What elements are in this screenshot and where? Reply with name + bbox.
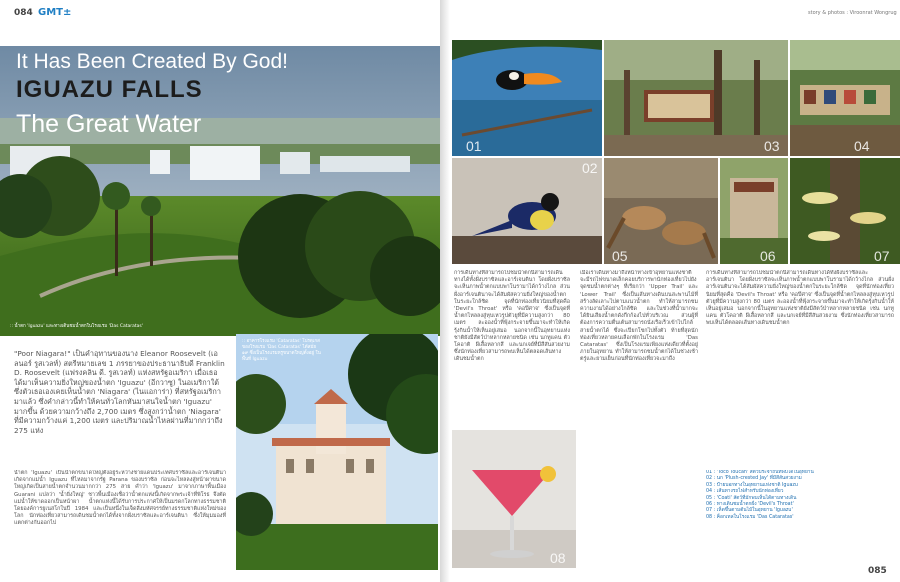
photo-05-coati xyxy=(604,158,718,264)
photo-number-01: 01 xyxy=(466,138,482,154)
article-title-tagline: It Has Been Created By God! xyxy=(16,50,288,73)
caption-item: 02 : นก 'Plush-crested Jay' ที่มีสีสันสวยงาม xyxy=(706,476,802,482)
photo-07-fungus xyxy=(790,158,900,264)
train-visitors-image xyxy=(790,40,900,156)
cocktail-image xyxy=(452,430,576,568)
photo-number-04: 04 xyxy=(854,138,870,154)
right-column-2-text: เมื่อเราเดินทางมาถึงหน้าทางเข้าอุทยานแห่งชาติ จะมีรถไฟขนาดเล็กคอยบริการพานักท่องเที่ยวไปยังจุดชมน้ำตกต่างๆ ที่เรียกว่า 'Upper Trail' และ 'Lower Trail' ซึ่งเป็นเส้นทางเดินบนสะพานไม้ที่สร้างลัดเลาะไปตามแนวน้ำตก ทำให้สามารถชมความงามได้อย่างใกล้ชิด และในช่วงที่น้ำมากจะได้ยินเสียงน้ำตกดังกึกก้องไปทั่วบริเวณ ส่วนผู้ที่ต้องการความตื่นเต้นสามารถนั่งเรือเร็วเข้าไปใกล้สายน้ำตกได้ ซึ่งจะเปียกโชกไปทั้งตัว ท้ายที่สุดนักท่องเที่ยวหลายคนเลือกพักในโรงแรม 'Das Cataratas' ซึ่งเป็นโรงแรมเพียงแห่งเดียวที่ตั้งอยู่ภายในอุทยาน ทำให้สามารถชมน้ำตกได้ในช่วงเช้าตรู่และยามเย็นก่อนที่นักท่องเที่ยวจะมาถึง xyxy=(580,270,698,363)
photo-02-jay xyxy=(452,158,602,264)
page-spine xyxy=(440,0,450,582)
photo-06-walkway xyxy=(720,158,788,264)
photo-number-08: 08 xyxy=(550,550,566,566)
photo-number-03: 03 xyxy=(764,138,780,154)
photo-03-signpost xyxy=(604,40,788,156)
story-credit: story & photos : Viroonrat Wongrug xyxy=(808,10,897,16)
caption-item: 03 : ป้ายบอกทางในอุทยานแห่งชาติ Iguazu xyxy=(706,482,798,488)
caption-item: 01 : 'Toco Toucan' สัตว์ประจำถิ่นที่พบได้ในอุทยาน xyxy=(706,470,814,475)
hotel-building-image xyxy=(236,334,438,570)
right-column-3-text xyxy=(706,270,894,466)
hotel-photo-caption: :: อาคารโรงแรม 'Cataratas' โปรตุเกส ของโรงแรม 'Das Cataratas' ได้สมัย ๑๙ ซึ่งเป็นโรงแรมหรูขนาดใหญ่ตั้งอยู่ ในพื้นที่ Iguazu xyxy=(242,339,321,362)
caption-item: 04 : เส้นทางรถไฟสำหรับนักท่องเที่ยว xyxy=(706,489,784,495)
magazine-brand: GMT± xyxy=(38,7,72,18)
photo-04-train xyxy=(790,40,900,156)
photo-01-toucan xyxy=(452,40,602,156)
col3-paragraph: การเดินทางที่สามารถไปชมน้ำตกนี้สามารถเดินทางได้ทั้งฝั่งบราซิลและอาร์เจนตินา โดยฝั่งบราซิลจะเห็นภาพน้ำตกแบบพาโนรามาได้กว้างไกล ส่วนฝั่งอาร์เจนตินาจะได้สัมผัสความยิ่งใหญ่ของน้ำตกในระยะใกล้ชิด จุดที่นักท่องเที่ยวนิยมที่สุดคือ 'Devil's Throat' หรือ 'คอปีศาจ' ซึ่งเป็นจุดที่น้ำตกไหลลงสู่หุบเหวรูปตัวยูที่มีความสูงกว่า 80 เมตร ละอองน้ำที่ฟุ้งกระจายขึ้นมาจะทำให้เกิดรุ้งกินน้ำให้เห็นอยู่เสมอ นอกจากนี้ในอุทยานแห่งชาติยังมีสัตว์ป่าหลากหลายชนิด เช่น นกทูแคน ตัวโคอาติ ผีเสื้อหลากสี และนกเจย์ที่มีสีสันสวยงาม ซึ่งนักท่องเที่ยวสามารถพบเห็นได้ตลอดเส้นทางเดินชมน้ำตก xyxy=(706,270,894,327)
left-body-paragraph: น้ำตก 'Iguazu' เป็นน้ำตกขนาดใหญ่ตั้งอยู่ระหว่างชายแดนประเทศบราซิลและอาร์เจนตินา เกิดจากแม่น้ำ Iguazu ที่ไหลมาจากรัฐ Parana ของบราซิล ก่อนจะไหลลงสู่หน้าผาขนาดใหญ่เกิดเป็นสายน้ำตกจำนวนมากกว่า 275 สาย คำว่า 'Iguazu' มาจากภาษาพื้นเมือง Guarani แปลว่า 'น้ำยิ่งใหญ่' ชาวพื้นเมืองเชื่อว่าน้ำตกแห่งนี้เกิดจากพระเจ้าที่พิโรธ จึงตัดแม่น้ำให้ขาดออกเป็นหน้าผา น้ำตกแห่งนี้ได้รับการประกาศให้เป็นมรดกโลกทางธรรมชาติโดยองค์การยูเนสโกในปี 1984 และเป็นหนึ่งในเจ็ดสิ่งมหัศจรรย์ทางธรรมชาติแห่งใหม่ของโลก นักท่องเที่ยวสามารถเดินชมน้ำตกได้ทั้งจากฝั่งบราซิลและอาร์เจนตินา ซึ่งให้มุมมองที่แตกต่างกันออกไป xyxy=(14,470,226,527)
page-number-right: 085 xyxy=(868,566,887,576)
caption-item: 07 : เห็ดขึ้นตามต้นไม้ในอุทยาน 'Iguazu' xyxy=(706,508,793,514)
hero-photo-caption: :: น้ำตก 'Iguazu' และทางเดินชมน้ำตกในโรงแรม 'Das Cataratas' xyxy=(10,324,144,329)
hotel-das-cataratas-photo xyxy=(236,334,438,570)
photo-number-06: 06 xyxy=(760,248,776,264)
photo-number-05: 05 xyxy=(612,248,628,264)
photo-08-cocktail xyxy=(452,430,576,568)
page-number-left: 084 xyxy=(14,8,33,18)
caption-item: 05 : 'Coati' สัตว์ที่มักพบเห็นได้ตามทางเดิน xyxy=(706,495,797,501)
sign-trail-image xyxy=(604,40,788,156)
lead-paragraph: "Poor Niagara!" เป็นคำอุทานของนาง Eleanor Roosevelt (เอลนอร์ รูสเวลท์) สตรีหมายเลข 1 ภรรยาของประธานาธิบดี Franklin D. Roosevelt (แฟรงคลิน ดี. รูสเวลท์) แห่งสหรัฐอเมริกา เมื่อเธอได้มาเห็นความยิ่งใหญ่ของน้ำตก 'Iguazu' (อีกวาซู) ในอเมริกาใต้ซึ่งตัวเธอเองเคยเห็นน้ำตก 'Niagara' (ไนแอการ่า) ที่สหรัฐอเมริกามาแล้ว ซึ่งคำกล่าวนี้ทำให้คนทั่วโลกหันมาสนใจน้ำตก 'Iguazu' มากขึ้น ด้วยความกว้างถึง 2,700 เมตร ซึ่งสูงกว่าน้ำตก 'Niagara' ที่มีความกว้างแค่ 1,200 เมตร และปริมาณน้ำไหลผ่านที่มากกว่าถึง 275 แห่ง xyxy=(14,349,225,435)
jay-bird-image xyxy=(452,158,602,264)
photo-number-07: 07 xyxy=(874,248,890,264)
photo-number-02: 02 xyxy=(582,160,598,176)
article-title-main: IGUAZU FALLS xyxy=(16,76,203,103)
walkway-image xyxy=(720,158,788,264)
right-column-1-text: การเดินทางที่สามารถไปชมน้ำตกนี้สามารถเดินทางได้ทั้งฝั่งบราซิลและอาร์เจนตินา โดยฝั่งบราซิลจะเห็นภาพน้ำตกแบบพาโนรามาได้กว้างไกล ส่วนฝั่งอาร์เจนตินาจะได้สัมผัสความยิ่งใหญ่ของน้ำตกในระยะใกล้ชิด จุดที่นักท่องเที่ยวนิยมที่สุดคือ 'Devil's Throat' หรือ 'คอปีศาจ' ซึ่งเป็นจุดที่น้ำตกไหลลงสู่หุบเหวรูปตัวยูที่มีความสูงกว่า 80 เมตร ละอองน้ำที่ฟุ้งกระจายขึ้นมาจะทำให้เกิดรุ้งกินน้ำให้เห็นอยู่เสมอ นอกจากนี้ในอุทยานแห่งชาติยังมีสัตว์ป่าหลากหลายชนิด เช่น นกทูแคน ตัวโคอาติ ผีเสื้อหลากสี และนกเจย์ที่มีสีสันสวยงาม ซึ่งนักท่องเที่ยวสามารถพบเห็นได้ตลอดเส้นทางเดินชมน้ำตก xyxy=(454,270,570,363)
caption-item: 08 : ค็อกเทลในโรงแรม 'Das Cataratas' xyxy=(706,514,794,520)
caption-item: 06 : ทางเดินชมน้ำตกฝั่ง 'Devil's Throat' xyxy=(706,502,794,508)
article-title-sub: The Great Water xyxy=(16,110,202,138)
photo-captions-list xyxy=(706,470,896,562)
